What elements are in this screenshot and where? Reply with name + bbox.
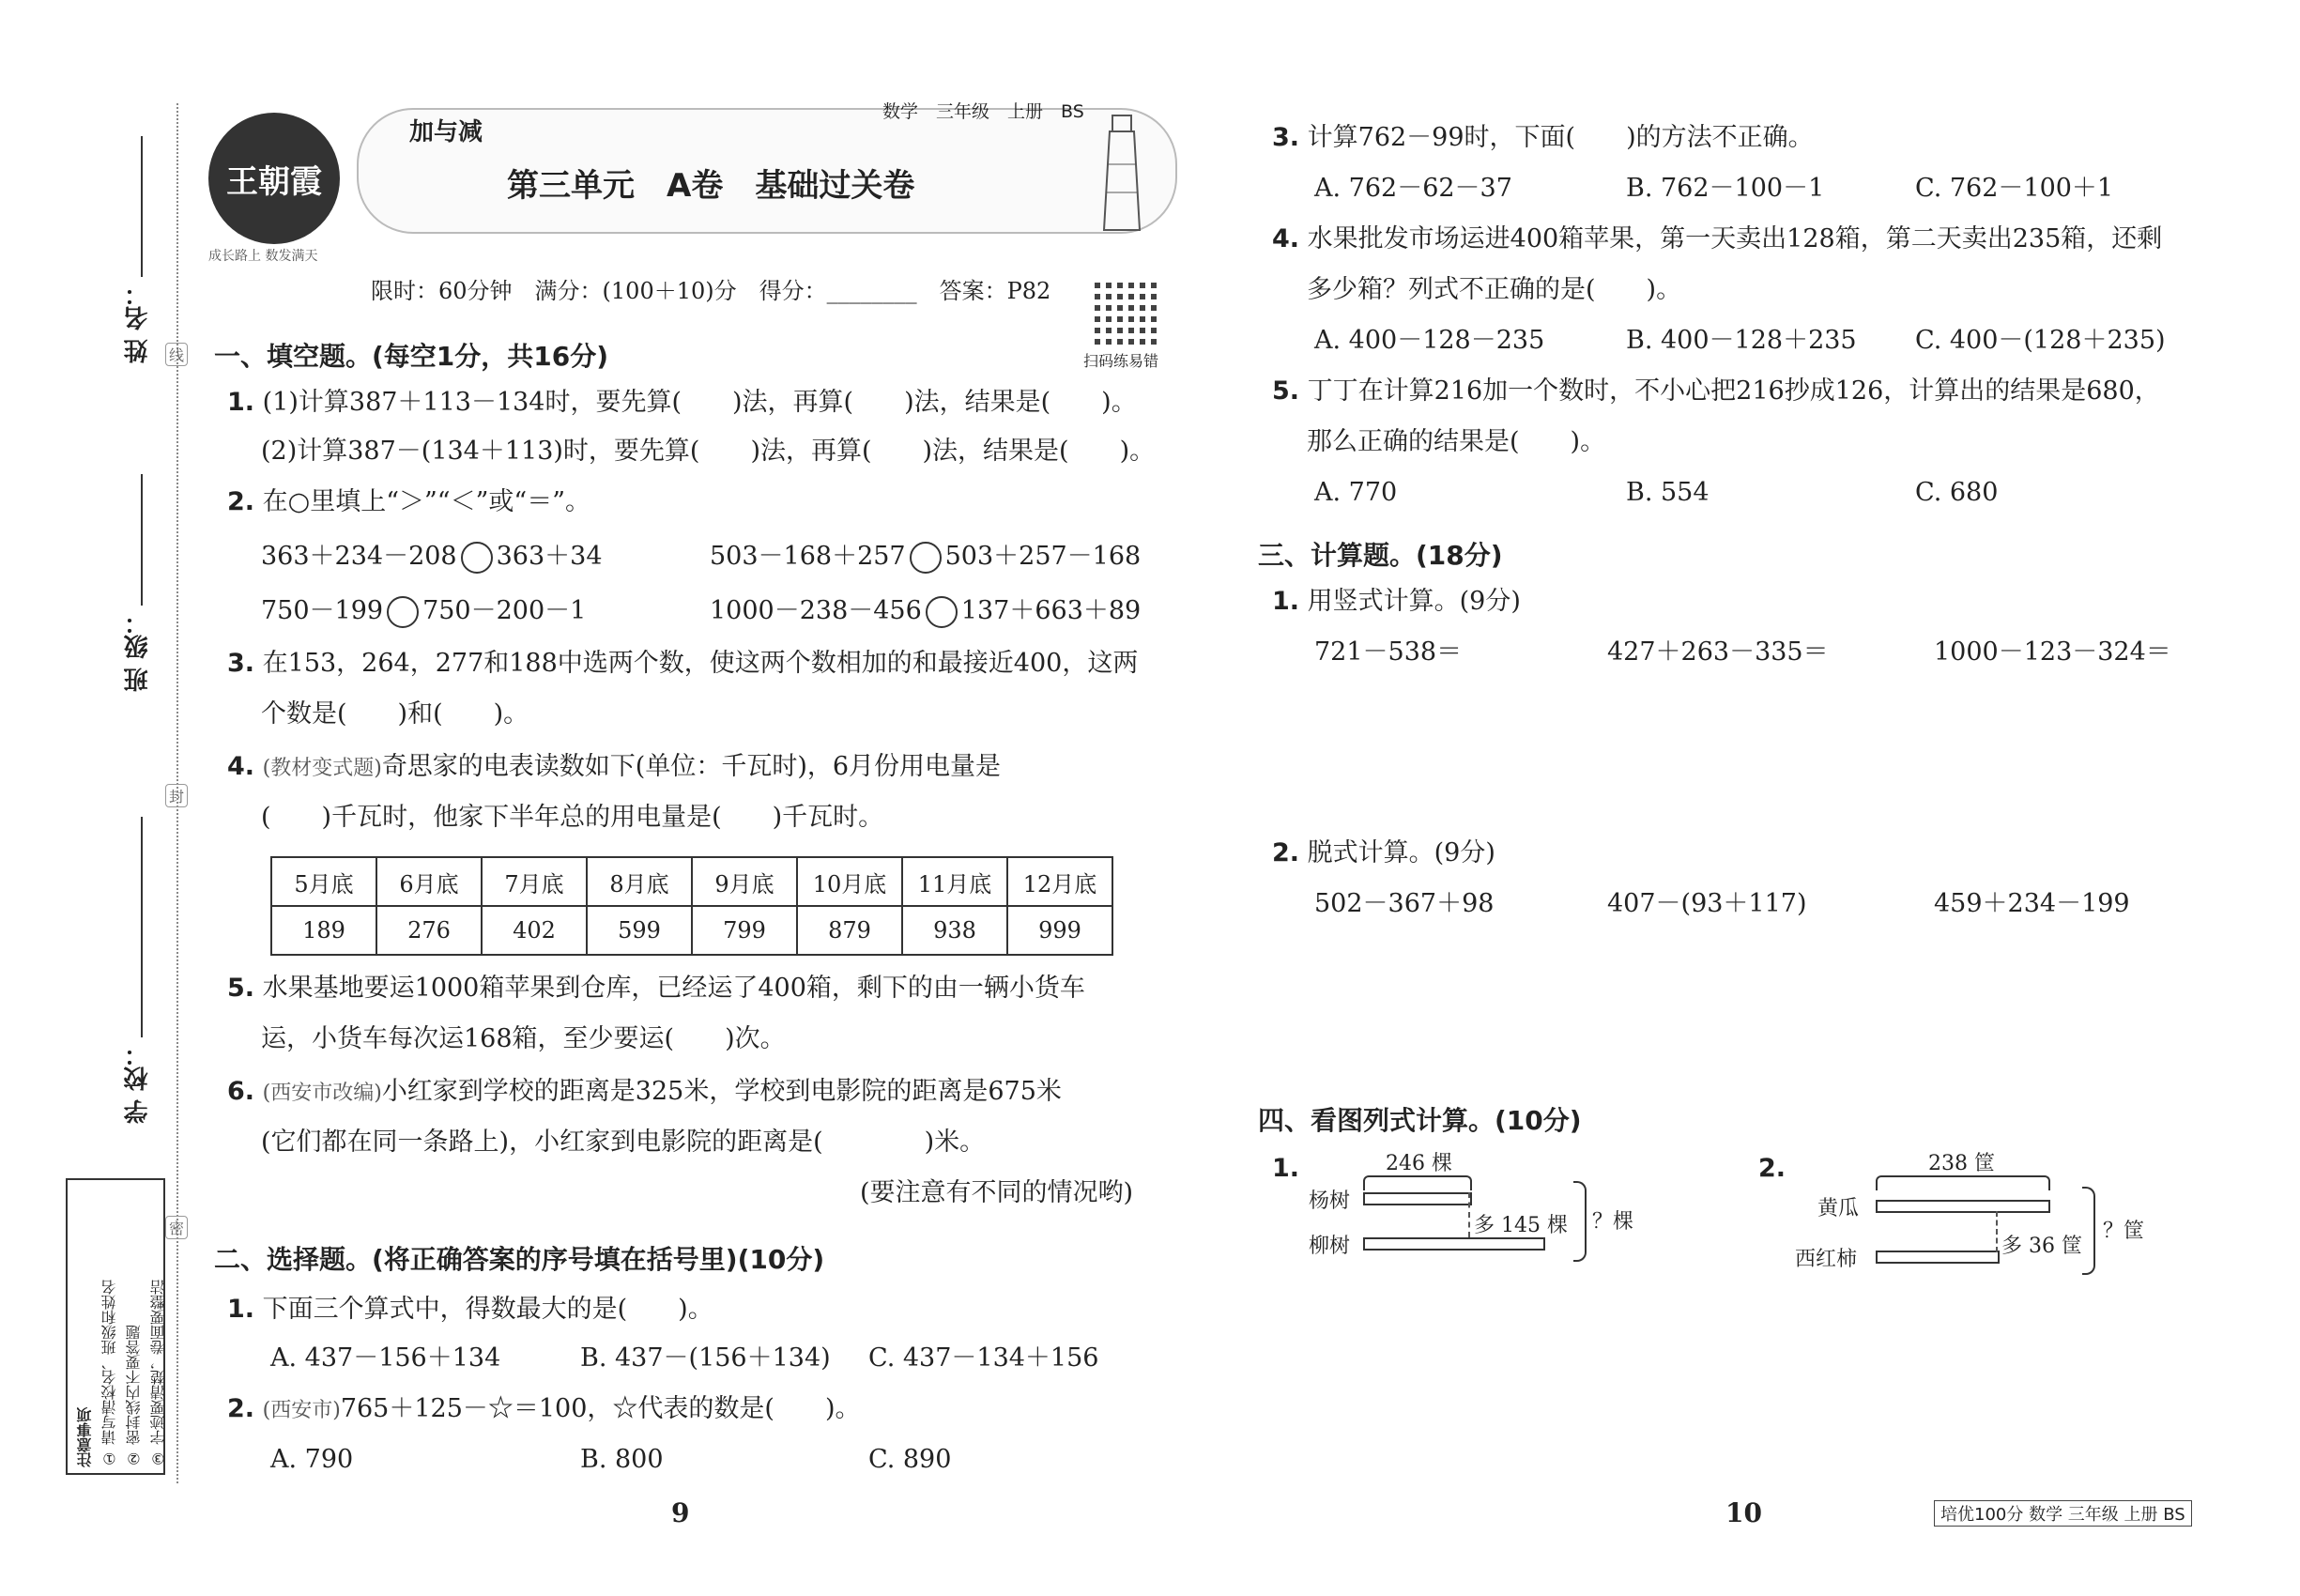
question-number: 3. [227, 649, 255, 678]
diagram1-label-b: 柳树 [1309, 1235, 1351, 1258]
calc-item: 721－538＝ [1314, 637, 1463, 667]
section4-heading: 四、看图列式计算。(10分) [1258, 1105, 1582, 1136]
q2-prompt: 在○里填上“＞”“＜”或“＝”。 [262, 487, 591, 516]
bar-cucumber [1876, 1200, 2050, 1213]
choice-q5-line1: 丁丁在计算216加一个数时，不小心把216抄成126，计算出的结果是680， [1307, 376, 2160, 406]
compare-left: 363＋234－208 [261, 542, 457, 571]
diagram2-diff: 多 36 筐 [2001, 1235, 2082, 1258]
question-number: 6. [227, 1077, 255, 1106]
brace-top [1876, 1175, 2050, 1190]
question-number: 2. [1758, 1154, 1786, 1183]
page-title: 第三单元 A卷 基础过关卷 [507, 167, 915, 205]
table-header: 5月底 [271, 857, 376, 906]
q3-line1: 在153，264，277和188中选两个数，使这两个数相加的和最接近400，这两 [262, 649, 1139, 678]
table-cell: 189 [271, 906, 376, 955]
table-header: 12月底 [1007, 857, 1112, 906]
table-header-row [271, 857, 1112, 906]
question-number: 2. [1272, 838, 1300, 867]
seal-mark-dense: 密 [165, 1216, 188, 1239]
option-b: B. 800 [580, 1445, 664, 1474]
source-tag: (西安市) [262, 1399, 341, 1422]
calc-item: 407－(93＋117) [1607, 889, 1807, 918]
q3-line2: 个数是( )和( )。 [261, 699, 529, 729]
q6-line2: (它们都在同一条路上)，小红家到电影院的距离是( )米。 [261, 1128, 986, 1157]
diagram2-label-b: 西红柿 [1795, 1248, 1858, 1271]
option-b: B. 554 [1626, 478, 1710, 507]
compare-left: 750－199 [261, 596, 384, 625]
seal-mark-seal: 封 [165, 784, 188, 807]
table-cell: 276 [376, 906, 482, 955]
compare-right: 363＋34 [496, 542, 603, 571]
compare-row1-b [710, 541, 1141, 574]
option-c: C. 680 [1915, 478, 1999, 507]
brace-top [1363, 1175, 1472, 1190]
answer-circle[interactable] [461, 542, 493, 574]
logo-slogan: 成长路上 数发满天 [208, 249, 318, 264]
question-number: 2. [227, 487, 255, 516]
q5-line2: 运，小货车每次运168箱，至少要运( )次。 [261, 1024, 786, 1053]
calc-item: 502－367＋98 [1314, 889, 1495, 918]
meter-table [270, 856, 1113, 956]
compare-right: 750－200－1 [422, 596, 587, 625]
compare-left: 503－168＋257 [710, 542, 906, 571]
note-item: ② 密封线内不要答题 [125, 1324, 143, 1467]
series-badge: 培优100分 数学 三年级 上册 BS [1934, 1500, 2192, 1527]
question-number: 1. [1272, 587, 1300, 616]
section2-heading: 二、选择题。(将正确答案的序号填在括号里)(10分) [214, 1244, 825, 1275]
page-number-right: 10 [1725, 1497, 1762, 1528]
topic-label: 加与减 [409, 118, 483, 146]
table-header: 11月底 [902, 857, 1007, 906]
q4-line1: 奇思家的电表读数如下(单位：千瓦时)，6月份用电量是 [381, 752, 1002, 781]
answer-circle[interactable] [926, 596, 958, 628]
answer-circle[interactable] [387, 596, 419, 628]
question-number: 5. [1272, 376, 1300, 406]
vertical-calc-prompt: 用竖式计算。(9分) [1307, 587, 1521, 616]
brand-logo [208, 113, 340, 244]
exam-info: 限时：60分钟 满分：(100＋10)分 得分：________ 答案：P82 [371, 278, 1051, 304]
name-label: 姓 名： [124, 282, 152, 364]
table-row [271, 906, 1112, 955]
table-header: 9月底 [692, 857, 797, 906]
compare-row1-a [261, 541, 603, 574]
option-b: B. 400－128＋235 [1626, 326, 1857, 355]
notes-box [66, 1178, 165, 1475]
choice-q3: 计算762－99时，下面( )的方法不正确。 [1307, 123, 1814, 152]
bar-tomato [1876, 1251, 2000, 1264]
table-cell: 599 [587, 906, 692, 955]
choice-q5-line2: 那么正确的结果是( )。 [1307, 427, 1606, 456]
option-a: A. 400－128－235 [1314, 326, 1545, 355]
page-number-left: 9 [671, 1497, 690, 1528]
q4-line2: ( )千瓦时，他家下半年总的用电量是( )千瓦时。 [261, 803, 884, 832]
question-number: 4. [227, 752, 255, 781]
option-c: C. 762－100＋1 [1915, 174, 2114, 203]
bar-willow [1363, 1237, 1545, 1251]
diagram2-total: 238 筐 [1928, 1152, 1995, 1175]
note-item: ① 请写清校名、班级和姓名 [100, 1279, 118, 1467]
table-header: 6月底 [376, 857, 482, 906]
compare-row2-b [710, 595, 1141, 628]
compare-right: 503＋257－168 [944, 542, 1142, 571]
answer-circle[interactable] [910, 542, 942, 574]
diff-marker [1468, 1192, 1470, 1237]
question-number: 5. [227, 974, 255, 1003]
option-a: A. 790 [270, 1445, 354, 1474]
table-cell: 402 [482, 906, 587, 955]
compare-right: 137＋663＋89 [960, 596, 1142, 625]
qr-caption: 扫码练易错 [1083, 352, 1159, 370]
brace-right [1573, 1181, 1587, 1262]
table-cell: 938 [902, 906, 1007, 955]
option-c: C. 890 [868, 1445, 952, 1474]
section1-heading: 一、填空题。(每空1分，共16分) [214, 341, 609, 372]
option-c: C. 400－(128＋235) [1915, 326, 2166, 355]
diagram1-question: ？棵 [1592, 1210, 1634, 1234]
option-b: B. 762－100－1 [1626, 174, 1825, 203]
name-line [141, 136, 143, 277]
option-b: B. 437－(156＋134) [580, 1343, 831, 1373]
question-number: 2. [227, 1394, 255, 1423]
choice-q4-line2: 多少箱？列式不正确的是( )。 [1307, 275, 1682, 304]
lighthouse-icon [1089, 99, 1155, 239]
question-number: 1. [227, 388, 255, 417]
question-number: 4. [1272, 224, 1300, 253]
source-tag: (教材变式题) [262, 757, 382, 780]
question-number: 1. [1272, 1154, 1300, 1183]
option-c: C. 437－134＋156 [868, 1343, 1099, 1373]
q1-part-b: (2)计算387－(134＋113)时，要先算( )法，再算( )法，结果是( )。 [261, 437, 1156, 466]
q6-line1: 小红家到学校的距离是325米，学校到电影院的距离是675米 [381, 1077, 1062, 1106]
q5-line1: 水果基地要运1000箱苹果到仓库，已经运了400箱，剩下的由一辆小货车 [262, 974, 1085, 1003]
compare-row2-a [261, 595, 586, 628]
calc-item: 1000－123－324＝ [1934, 637, 2171, 667]
step-calc-prompt: 脱式计算。(9分) [1307, 838, 1495, 867]
compare-left: 1000－238－456 [710, 596, 922, 625]
table-cell: 999 [1007, 906, 1112, 955]
table-header: 8月底 [587, 857, 692, 906]
notes-title: 注意事项 [76, 1407, 94, 1467]
table-header: 10月底 [797, 857, 902, 906]
table-cell: 799 [692, 906, 797, 955]
section3-heading: 三、计算题。(18分) [1258, 540, 1503, 571]
diagram1-total: 246 棵 [1386, 1152, 1452, 1175]
school-line [141, 817, 143, 1037]
bar-poplar [1363, 1192, 1472, 1205]
choice-q2: 765＋125－☆＝100，☆代表的数是( )。 [340, 1394, 861, 1423]
note-item: ③ 字迹要清楚，卷面要整洁 [149, 1279, 167, 1467]
school-label: 学 校： [124, 1042, 152, 1125]
diagram2-label-a: 黄瓜 [1817, 1197, 1860, 1220]
seal-mark-line: 线 [165, 343, 188, 366]
choice-q1: 下面三个算式中，得数最大的是( )。 [262, 1295, 713, 1324]
choice-q4-line1: 水果批发市场运进400箱苹果，第一天卖出128箱，第二天卖出235箱，还剩 [1307, 224, 2163, 253]
question-number: 1. [227, 1295, 255, 1324]
table-header: 7月底 [482, 857, 587, 906]
diff-marker [1996, 1211, 1998, 1252]
q6-hint: (要注意有不同的情况哟) [860, 1178, 1134, 1207]
calc-item: 459＋234－199 [1934, 889, 2130, 918]
option-a: A. 437－156＋134 [270, 1343, 501, 1373]
class-label: 班 级： [124, 610, 152, 693]
calc-item: 427＋263－335＝ [1607, 637, 1829, 667]
subject-meta: 数学 三年级 上册 BS [882, 101, 1084, 122]
q1-part-a: (1)计算387＋113－134时，要先算( )法，再算( )法，结果是( )。 [262, 388, 1137, 417]
option-a: A. 762－62－37 [1314, 174, 1512, 203]
brace-right [2082, 1187, 2095, 1275]
qr-pattern [1095, 277, 1162, 345]
table-cell: 879 [797, 906, 902, 955]
diagram1-diff: 多 145 棵 [1474, 1214, 1568, 1237]
class-line [141, 474, 143, 606]
source-tag: (西安市改编) [262, 1082, 382, 1105]
logo-text: 王朝霞 [226, 162, 322, 201]
option-a: A. 770 [1314, 478, 1398, 507]
question-number: 3. [1272, 123, 1300, 152]
diagram2-question: ？筐 [2103, 1220, 2145, 1243]
diagram1-label-a: 杨树 [1309, 1189, 1351, 1213]
